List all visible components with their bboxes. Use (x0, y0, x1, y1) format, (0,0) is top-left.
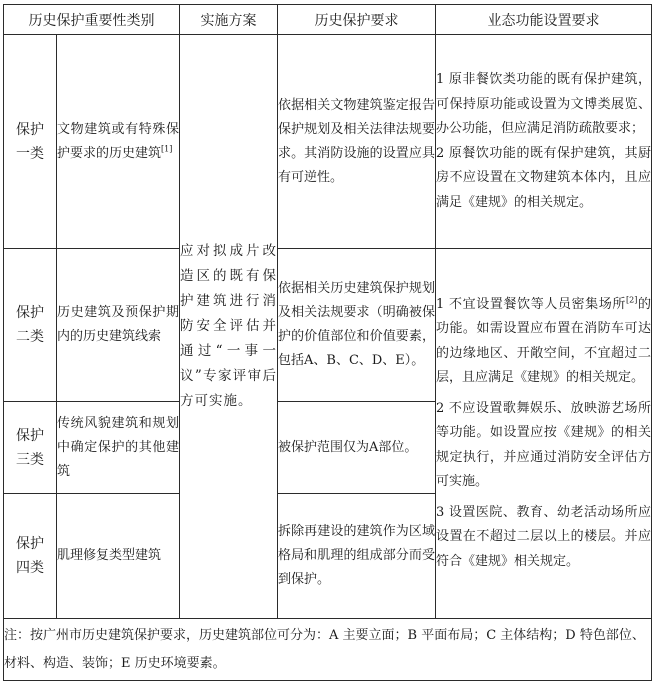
header-category: 历史保护重要性类别 (4, 5, 180, 35)
class-label-1: 保护 一类 (4, 35, 57, 249)
header-plan: 实施方案 (180, 5, 278, 35)
function-req-bottom (436, 249, 652, 619)
building-type-3: 传统风貌建筑和规划中确定保护的其他建筑 (57, 402, 180, 494)
header-row (4, 5, 652, 35)
table-row-class-1 (4, 35, 652, 249)
header-protection: 历史保护要求 (278, 5, 436, 35)
building-type-1: 文物建筑或有特殊保护要求的历史建筑[1] (57, 35, 180, 249)
building-type-2: 历史建筑及预保护期内的历史建筑线索 (57, 249, 180, 402)
function-bottom-item-2: 2 不应设置歌舞娱乐、放映游艺场所等功能。如设置应按《建规》的相关规定执行，并应通过消防安全评估方可实施。 (436, 400, 651, 490)
function-req-top (436, 35, 652, 249)
protection-req-2: 依据相关历史建筑保护规划及相关法规要求（明确被保护的价值部位和价值要素，包括A、B、C、D、E）。 (278, 249, 436, 402)
header-function: 业态功能设置要求 (436, 5, 652, 35)
function-top-item-2: 2 原餐饮功能的既有保护建筑，其厨房不应设置在文物建筑本体内，且应满足《建规》的相关规定。 (436, 145, 651, 210)
building-type-4: 肌理修复类型建筑 (57, 494, 180, 619)
protection-req-3: 被保护范围仅为A部位。 (278, 402, 436, 494)
class-label-2: 保护 二类 (4, 249, 57, 402)
fire-protection-table (3, 4, 652, 681)
protection-req-1: 依据相关文物建筑鉴定报告保护规划及相关法律法规要求。其消防设施的设置应具有可逆性。 (278, 35, 436, 249)
footnote-ref-2: [2] (626, 295, 638, 305)
note-row (4, 619, 652, 681)
protection-req-4: 拆除再建设的建筑作为区域格局和肌理的组成部分而受到保护。 (278, 494, 436, 619)
class-label-4: 保护 四类 (4, 494, 57, 619)
class-label-3: 保护 三类 (4, 402, 57, 494)
function-bottom-item-3: 3 设置医院、教育、幼老活动场所应设置在不超过二层以上的楼层。并应符合《建规》相关规定。 (436, 504, 651, 569)
table-footnote: 注：按广州市历史建筑保护要求，历史建筑部位可分为：A 主要立面；B 平面布局；C 主体结构；D 特色部位、材料、构造、装饰；E 历史环境要素。 (4, 619, 652, 681)
implementation-plan: 应对拟成片改造区的既有保护建筑进行消防安全评估并通过“一事一议”专家评审后方可实施。 (180, 35, 278, 619)
function-bottom-item-1: 1 不宜设置餐饮等人员密集场所[2]的功能。如需设置应布置在消防车可达的边缘地区、开敞空间，不宜超过二层，且应满足《建规》的相关规定。 (436, 295, 651, 386)
table-row-class-2 (4, 249, 652, 402)
function-top-item-1: 1 原非餐饮类功能的既有保护建筑，可保持原功能或设置为文博类展览、办公功能，但应满足消防疏散要求； (436, 72, 651, 136)
footnote-ref-1: [1] (161, 144, 173, 154)
